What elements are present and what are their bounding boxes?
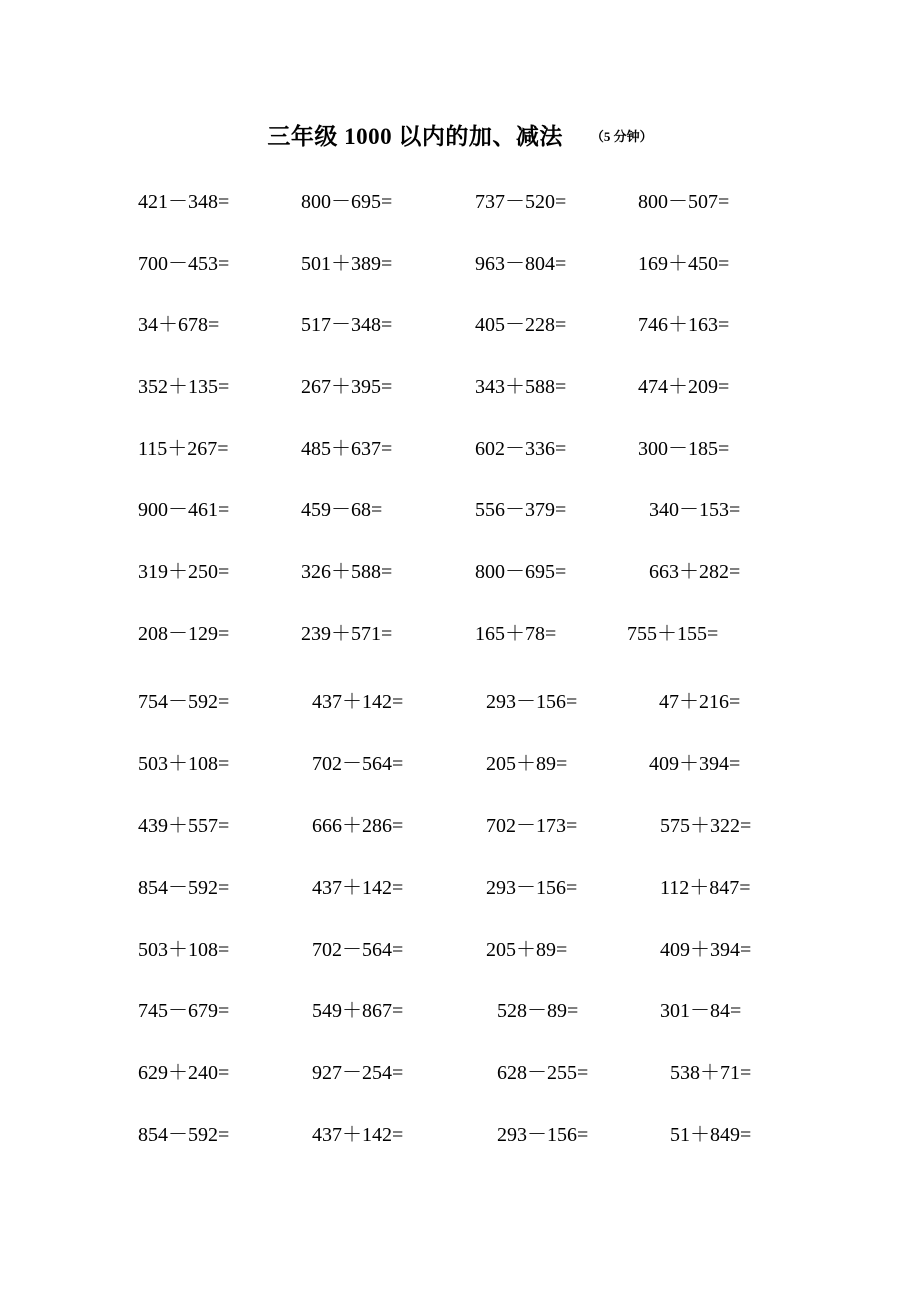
problem-r1-c1: 421－348=: [138, 191, 230, 213]
problem-r13-c2: 702－564=: [312, 939, 404, 961]
problem-r11-c2: 666＋286=: [312, 815, 404, 837]
problem-r12-c3: 293－156=: [486, 877, 578, 899]
problem-r3-c3: 405－228=: [475, 314, 567, 336]
problem-r10-c3: 205＋89=: [486, 753, 568, 775]
problem-r8-c3: 165＋78=: [475, 623, 557, 645]
problem-r11-c4: 575＋322=: [660, 815, 752, 837]
problem-r16-c2: 437＋142=: [312, 1124, 404, 1146]
problem-r8-c4: 755＋155=: [627, 623, 719, 645]
problem-r13-c4: 409＋394=: [660, 939, 752, 961]
problem-r16-c4: 51＋849=: [670, 1124, 752, 1146]
problem-r8-c2: 239＋571=: [301, 623, 393, 645]
problem-r4-c2: 267＋395=: [301, 376, 393, 398]
problem-r12-c1: 854－592=: [138, 877, 230, 899]
problem-r10-c2: 702－564=: [312, 753, 404, 775]
problem-r7-c3: 800－695=: [475, 561, 567, 583]
problem-r1-c3: 737－520=: [475, 191, 567, 213]
problem-r6-c3: 556－379=: [475, 499, 567, 521]
title-text: 三年级 1000 以内的加、减法: [267, 124, 563, 149]
problem-r2-c2: 501＋389=: [301, 253, 393, 275]
problem-r15-c4: 538＋71=: [670, 1062, 752, 1084]
problem-r5-c1: 115＋267=: [138, 438, 229, 460]
problem-r16-c3: 293－156=: [497, 1124, 589, 1146]
problem-r6-c1: 900－461=: [138, 499, 230, 521]
problem-r15-c3: 628－255=: [497, 1062, 589, 1084]
problem-r3-c1: 34＋678=: [138, 314, 220, 336]
problem-r4-c4: 474＋209=: [638, 376, 730, 398]
problem-r6-c4: 340－153=: [649, 499, 741, 521]
problem-r1-c4: 800－507=: [638, 191, 730, 213]
problem-r12-c4: 112＋847=: [660, 877, 751, 899]
problem-r13-c1: 503＋108=: [138, 939, 230, 961]
time-limit-note: （5 分钟）: [590, 129, 653, 144]
problem-r15-c1: 629＋240=: [138, 1062, 230, 1084]
problem-r16-c1: 854－592=: [138, 1124, 230, 1146]
problem-r4-c1: 352＋135=: [138, 376, 230, 398]
problem-r12-c2: 437＋142=: [312, 877, 404, 899]
problem-r11-c1: 439＋557=: [138, 815, 230, 837]
problem-r9-c4: 47＋216=: [659, 691, 741, 713]
problem-r10-c1: 503＋108=: [138, 753, 230, 775]
problem-r3-c2: 517－348=: [301, 314, 393, 336]
problem-r7-c4: 663＋282=: [649, 561, 741, 583]
problem-r7-c1: 319＋250=: [138, 561, 230, 583]
problem-r7-c2: 326＋588=: [301, 561, 393, 583]
problem-r4-c3: 343＋588=: [475, 376, 567, 398]
problem-r5-c2: 485＋637=: [301, 438, 393, 460]
problem-r15-c2: 927－254=: [312, 1062, 404, 1084]
problem-r14-c3: 528－89=: [497, 1000, 579, 1022]
worksheet-title: [0, 118, 920, 151]
problem-r11-c3: 702－173=: [486, 815, 578, 837]
problem-r9-c2: 437＋142=: [312, 691, 404, 713]
problem-r2-c1: 700－453=: [138, 253, 230, 275]
problem-r14-c1: 745－679=: [138, 1000, 230, 1022]
problem-r3-c4: 746＋163=: [638, 314, 730, 336]
problem-r14-c4: 301－84=: [660, 1000, 742, 1022]
problem-r5-c4: 300－185=: [638, 438, 730, 460]
problem-r9-c1: 754－592=: [138, 691, 230, 713]
problem-r5-c3: 602－336=: [475, 438, 567, 460]
problem-r14-c2: 549＋867=: [312, 1000, 404, 1022]
problem-r2-c4: 169＋450=: [638, 253, 730, 275]
problem-r2-c3: 963－804=: [475, 253, 567, 275]
problem-r9-c3: 293－156=: [486, 691, 578, 713]
problem-r6-c2: 459－68=: [301, 499, 383, 521]
problem-r8-c1: 208－129=: [138, 623, 230, 645]
problem-r1-c2: 800－695=: [301, 191, 393, 213]
problem-r10-c4: 409＋394=: [649, 753, 741, 775]
problem-r13-c3: 205＋89=: [486, 939, 568, 961]
